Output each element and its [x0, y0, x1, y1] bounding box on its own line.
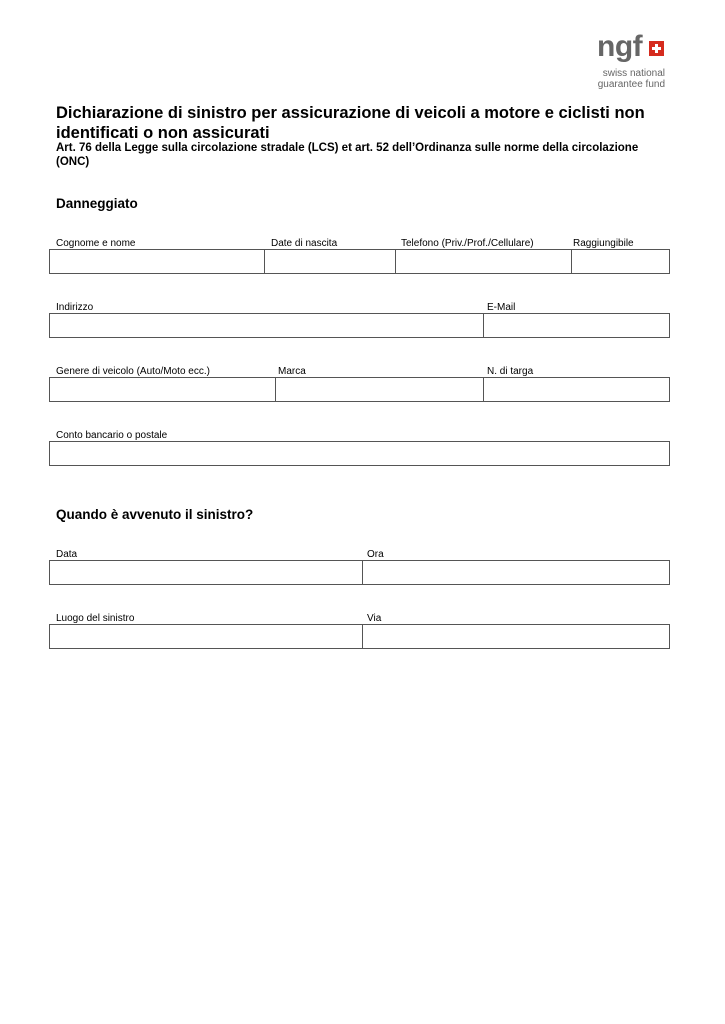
surname-name-field[interactable]	[50, 250, 265, 273]
ngf-logo	[560, 32, 670, 92]
phone-field[interactable]	[396, 250, 572, 273]
field-row-location	[49, 624, 670, 649]
logo-wordmark: ngf	[597, 30, 643, 63]
vehicle-type-field[interactable]	[50, 378, 276, 401]
time-field[interactable]	[363, 561, 669, 584]
label-surname-name: Cognome e nome	[56, 238, 136, 249]
label-vehicle-type: Genere di veicolo (Auto/Moto ecc.)	[56, 366, 210, 377]
field-row-bank	[49, 441, 670, 466]
label-street: Via	[367, 613, 382, 624]
place-field[interactable]	[50, 625, 363, 648]
address-field[interactable]	[50, 314, 484, 337]
logo-tagline	[598, 68, 665, 90]
section-heading-injured: Danneggiato	[56, 196, 138, 211]
swiss-cross-icon	[649, 41, 664, 56]
label-time: Ora	[367, 549, 384, 560]
date-field[interactable]	[50, 561, 363, 584]
field-row-vehicle	[49, 377, 670, 402]
label-bank-account: Conto bancario o postale	[56, 430, 168, 441]
bank-account-field[interactable]	[50, 442, 669, 465]
field-row-personal	[49, 249, 670, 274]
label-brand: Marca	[278, 366, 306, 377]
label-plate: N. di targa	[487, 366, 534, 377]
label-phone: Telefono (Priv./Prof./Cellulare)	[401, 238, 534, 249]
birth-date-field[interactable]	[265, 250, 396, 273]
email-field[interactable]	[484, 314, 669, 337]
section-heading-when: Quando è avvenuto il sinistro?	[56, 507, 254, 522]
label-email: E-Mail	[487, 302, 516, 313]
logo-tagline-line2: guarantee fund	[597, 79, 665, 90]
plate-field[interactable]	[484, 378, 669, 401]
label-date: Data	[56, 549, 78, 560]
document-subtitle: Art. 76 della Legge sulla circolazione stradale (LCS) et art. 52 dell’Ordinanza sulle norme della circolazione (ONC)	[56, 142, 639, 168]
logo-tagline-line1: swiss national	[602, 68, 665, 79]
document-title: Dichiarazione di sinistro per assicurazione di veicoli a motore e ciclisti non identificati o non assicurati	[56, 104, 645, 142]
label-birth-date: Date di nascita	[271, 238, 338, 249]
field-row-datetime	[49, 560, 670, 585]
label-address: Indirizzo	[56, 302, 94, 313]
label-reachable: Raggiungibile	[573, 238, 634, 249]
reachable-field[interactable]	[572, 250, 669, 273]
brand-field[interactable]	[276, 378, 484, 401]
field-row-address	[49, 313, 670, 338]
street-field[interactable]	[363, 625, 669, 648]
label-place: Luogo del sinistro	[56, 613, 135, 624]
